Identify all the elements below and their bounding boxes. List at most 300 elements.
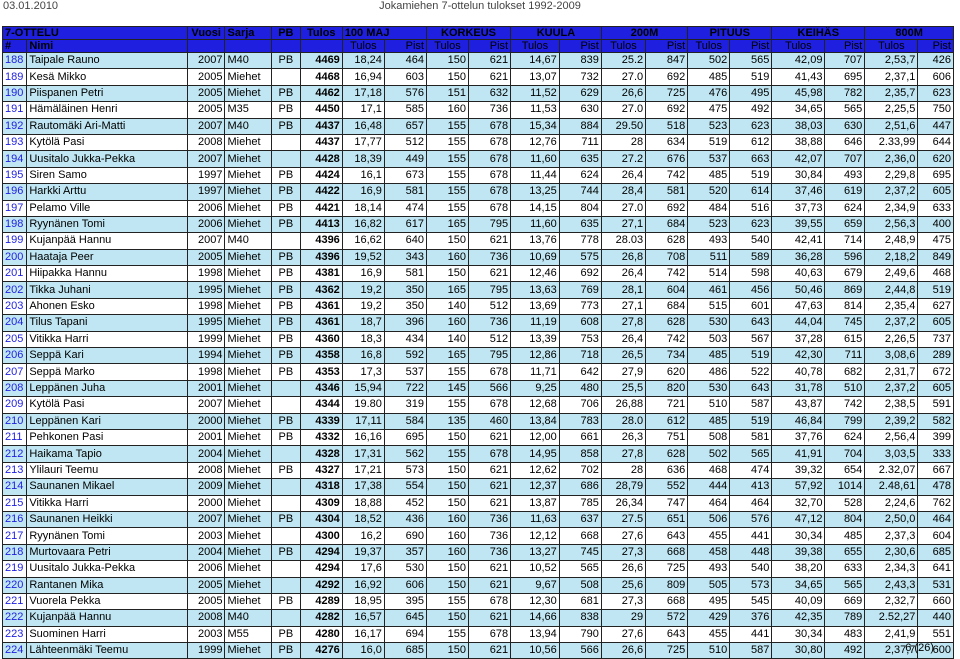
cell-maj-result: 18,88: [342, 495, 384, 511]
cell-m800-points: 468: [918, 266, 954, 282]
cell-keihas-points: 646: [825, 134, 865, 150]
cell-m200-result: 27,1: [601, 298, 645, 314]
cell-m200-points: 643: [646, 528, 688, 544]
cell-rank: 216: [3, 511, 27, 527]
cell-pituus-result: 523: [688, 216, 730, 232]
cell-korkeus-points: 678: [469, 446, 511, 462]
cell-m800-result: 2.32,07: [865, 462, 918, 478]
cell-pituus-points: 567: [730, 331, 772, 347]
cell-m200-points: 684: [646, 216, 688, 232]
cell-korkeus-result: 151: [426, 85, 468, 101]
header-sub-tulos: Tulos: [688, 40, 730, 53]
cell-pituus-points: 519: [730, 167, 772, 183]
cell-kuula-points: 785: [559, 495, 601, 511]
cell-kuula-points: 629: [559, 85, 601, 101]
cell-keihas-points: 804: [825, 511, 865, 527]
cell-korkeus-result: 150: [426, 53, 468, 69]
cell-m800-result: 2.52,27: [865, 610, 918, 626]
cell-m200-result: 28.0: [601, 413, 645, 429]
cell-pituus-result: 520: [688, 184, 730, 200]
cell-name: Harkki Arttu: [27, 184, 188, 200]
cell-m800-points: 644: [918, 134, 954, 150]
cell-kuula-result: 13,25: [511, 184, 560, 200]
cell-rank: 220: [3, 577, 27, 593]
cell-maj-result: 16,8: [342, 348, 384, 364]
cell-m200-points: 634: [646, 134, 688, 150]
cell-keihas-points: 714: [825, 233, 865, 249]
cell-year: 2003: [187, 528, 225, 544]
cell-keihas-points: 814: [825, 298, 865, 314]
cell-maj-points: 395: [384, 593, 426, 609]
cell-total: 4276: [300, 643, 342, 659]
cell-pb: [271, 577, 300, 593]
cell-m800-points: 605: [918, 184, 954, 200]
cell-m800-points: 685: [918, 544, 954, 560]
cell-pb: [271, 69, 300, 85]
header-row-columns: [3, 40, 954, 53]
cell-korkeus-result: 165: [426, 348, 468, 364]
cell-m200-points: 725: [646, 85, 688, 101]
cell-total: 4353: [300, 364, 342, 380]
cell-kuula-result: 11,19: [511, 315, 560, 331]
cell-maj-points: 640: [384, 233, 426, 249]
cell-pituus-points: 448: [730, 544, 772, 560]
cell-keihas-result: 45,98: [772, 85, 825, 101]
cell-kuula-points: 778: [559, 233, 601, 249]
header-event-800m: 800M: [865, 27, 954, 40]
cell-korkeus-result: 150: [426, 495, 468, 511]
cell-pb: PB: [271, 184, 300, 200]
cell-m200-result: 26,4: [601, 266, 645, 282]
cell-m800-points: 464: [918, 511, 954, 527]
cell-keihas-points: 745: [825, 315, 865, 331]
cell-keihas-result: 43,87: [772, 397, 825, 413]
cell-keihas-result: 57,92: [772, 479, 825, 495]
cell-m800-result: 2,32,7: [865, 593, 918, 609]
cell-year: 1995: [187, 282, 225, 298]
cell-pituus-result: 461: [688, 282, 730, 298]
cell-maj-result: 18,3: [342, 331, 384, 347]
cell-name: Rantanen Mika: [27, 577, 188, 593]
cell-pb: PB: [271, 85, 300, 101]
cell-m200-result: 26,4: [601, 167, 645, 183]
cell-m200-result: 27.0: [601, 200, 645, 216]
cell-m200-result: 26,34: [601, 495, 645, 511]
cell-pituus-result: 519: [688, 134, 730, 150]
cell-korkeus-points: 795: [469, 348, 511, 364]
cell-keihas-result: 37,73: [772, 200, 825, 216]
cell-rank: 192: [3, 118, 27, 134]
cell-series: M55: [225, 626, 271, 642]
cell-keihas-result: 30,34: [772, 528, 825, 544]
cell-maj-points: 603: [384, 69, 426, 85]
cell-total: 4280: [300, 626, 342, 642]
cell-pituus-points: 601: [730, 298, 772, 314]
cell-m800-points: 582: [918, 413, 954, 429]
cell-korkeus-points: 512: [469, 298, 511, 314]
cell-m200-result: 28,4: [601, 184, 645, 200]
cell-total: 4381: [300, 266, 342, 282]
header-event-korkeus: KORKEUS: [426, 27, 510, 40]
cell-m200-points: 742: [646, 167, 688, 183]
cell-kuula-result: 11,60: [511, 151, 560, 167]
cell-pituus-points: 598: [730, 266, 772, 282]
cell-maj-points: 573: [384, 462, 426, 478]
cell-pb: [271, 495, 300, 511]
cell-m800-result: 2,39,2: [865, 413, 918, 429]
header-sub-pist: Pist: [730, 40, 772, 53]
cell-kuula-result: 12,68: [511, 397, 560, 413]
cell-name: Kytölä Pasi: [27, 397, 188, 413]
cell-keihas-points: 633: [825, 561, 865, 577]
cell-m800-points: 606: [918, 69, 954, 85]
cell-series: Miehet: [225, 643, 271, 659]
cell-kuula-points: 637: [559, 511, 601, 527]
cell-series: Miehet: [225, 397, 271, 413]
table-row: [3, 233, 954, 249]
cell-keihas-points: 655: [825, 544, 865, 560]
table-row: [3, 610, 954, 626]
cell-keihas-result: 47,63: [772, 298, 825, 314]
cell-pb: PB: [271, 298, 300, 314]
cell-kuula-result: 11,63: [511, 511, 560, 527]
table-row: [3, 593, 954, 609]
cell-korkeus-points: 678: [469, 184, 511, 200]
cell-kuula-points: 744: [559, 184, 601, 200]
cell-m200-result: 25,6: [601, 577, 645, 593]
cell-maj-result: 16,2: [342, 528, 384, 544]
cell-maj-result: 16,17: [342, 626, 384, 642]
cell-year: 2005: [187, 249, 225, 265]
cell-keihas-points: 695: [825, 69, 865, 85]
cell-m200-result: 27.2: [601, 151, 645, 167]
cell-kuula-points: 753: [559, 331, 601, 347]
cell-keihas-result: 34,65: [772, 577, 825, 593]
cell-maj-points: 350: [384, 282, 426, 298]
cell-series: Miehet: [225, 511, 271, 527]
cell-kuula-result: 11,52: [511, 85, 560, 101]
cell-pituus-result: 485: [688, 348, 730, 364]
cell-rank: 222: [3, 610, 27, 626]
cell-keihas-result: 42,07: [772, 151, 825, 167]
cell-series: M40: [225, 53, 271, 69]
cell-m800-result: 2,37,2: [865, 184, 918, 200]
cell-series: Miehet: [225, 495, 271, 511]
cell-keihas-result: 38,03: [772, 118, 825, 134]
cell-kuula-result: 12,86: [511, 348, 560, 364]
cell-rank: 208: [3, 380, 27, 396]
cell-total: 4396: [300, 249, 342, 265]
cell-series: Miehet: [225, 462, 271, 478]
cell-korkeus-points: 736: [469, 544, 511, 560]
table-row: [3, 462, 954, 478]
cell-maj-result: 16,57: [342, 610, 384, 626]
print-date: 03.01.2010: [3, 0, 59, 12]
cell-name: Taipale Rauno: [27, 53, 188, 69]
cell-m800-result: 2.33,99: [865, 134, 918, 150]
cell-year: 2006: [187, 561, 225, 577]
cell-pb: PB: [271, 167, 300, 183]
cell-pituus-points: 519: [730, 413, 772, 429]
cell-m200-points: 684: [646, 298, 688, 314]
table-row: [3, 315, 954, 331]
cell-total: 4292: [300, 577, 342, 593]
cell-series: Miehet: [225, 429, 271, 445]
cell-maj-points: 657: [384, 118, 426, 134]
cell-korkeus-result: 160: [426, 544, 468, 560]
cell-korkeus-points: 678: [469, 118, 511, 134]
cell-korkeus-result: 140: [426, 331, 468, 347]
cell-pb: PB: [271, 413, 300, 429]
table-row: [3, 561, 954, 577]
cell-series: M40: [225, 118, 271, 134]
cell-maj-points: 512: [384, 134, 426, 150]
cell-pituus-result: 458: [688, 544, 730, 560]
cell-year: 2005: [187, 593, 225, 609]
cell-maj-points: 695: [384, 429, 426, 445]
cell-korkeus-result: 150: [426, 479, 468, 495]
cell-name: Rautomäki Ari-Matti: [27, 118, 188, 134]
cell-korkeus-points: 566: [469, 380, 511, 396]
cell-year: 2006: [187, 200, 225, 216]
cell-name: Murtovaara Petri: [27, 544, 188, 560]
cell-kuula-result: 15,34: [511, 118, 560, 134]
cell-m200-result: 27,3: [601, 544, 645, 560]
cell-maj-result: 17,18: [342, 85, 384, 101]
cell-korkeus-points: 512: [469, 331, 511, 347]
cell-m200-result: 28: [601, 134, 645, 150]
cell-pb: [271, 233, 300, 249]
cell-rank: 214: [3, 479, 27, 495]
cell-rank: 203: [3, 298, 27, 314]
cell-total: 4422: [300, 184, 342, 200]
header-sub-pist: Pist: [384, 40, 426, 53]
cell-maj-points: 452: [384, 495, 426, 511]
cell-total: 4437: [300, 134, 342, 150]
table-row: [3, 397, 954, 413]
cell-year: 1998: [187, 266, 225, 282]
cell-year: 2005: [187, 69, 225, 85]
header-sub-pist: Pist: [469, 40, 511, 53]
cell-m800-result: 2,29,8: [865, 167, 918, 183]
header-sub-pist: Pist: [825, 40, 865, 53]
cell-m800-result: 3,08,6: [865, 348, 918, 364]
cell-name: Leppänen Juha: [27, 380, 188, 396]
cell-korkeus-result: 155: [426, 446, 468, 462]
cell-pituus-points: 623: [730, 118, 772, 134]
cell-maj-points: 694: [384, 626, 426, 642]
cell-m200-points: 742: [646, 331, 688, 347]
cell-m200-points: 668: [646, 593, 688, 609]
cell-name: Ryynänen Tomi: [27, 528, 188, 544]
cell-kuula-points: 884: [559, 118, 601, 134]
table-row: [3, 118, 954, 134]
cell-keihas-result: 39,38: [772, 544, 825, 560]
cell-korkeus-points: 621: [469, 69, 511, 85]
cell-m200-points: 643: [646, 626, 688, 642]
header-sub-pist: Pist: [918, 40, 954, 53]
cell-keihas-points: 659: [825, 216, 865, 232]
cell-maj-points: 396: [384, 315, 426, 331]
header-event-keihas: KEIHÄS: [772, 27, 865, 40]
cell-kuula-points: 681: [559, 593, 601, 609]
cell-m800-result: 2,41,9: [865, 626, 918, 642]
cell-m200-result: 26,4: [601, 331, 645, 347]
cell-pb: PB: [271, 643, 300, 659]
cell-name: Uusitalo Jukka-Pekka: [27, 151, 188, 167]
cell-pb: PB: [271, 200, 300, 216]
cell-maj-result: 19,52: [342, 249, 384, 265]
cell-pb: PB: [271, 331, 300, 347]
cell-keihas-points: 510: [825, 380, 865, 396]
cell-m200-result: 25,5: [601, 380, 645, 396]
cell-m800-result: 2,36,0: [865, 151, 918, 167]
cell-maj-result: 17,31: [342, 446, 384, 462]
cell-total: 4289: [300, 593, 342, 609]
cell-keihas-points: 682: [825, 364, 865, 380]
cell-pb: PB: [271, 429, 300, 445]
cell-m800-result: 2,26,5: [865, 331, 918, 347]
cell-keihas-result: 47,12: [772, 511, 825, 527]
cell-keihas-points: 704: [825, 446, 865, 462]
cell-pb: [271, 134, 300, 150]
cell-name: Haataja Peer: [27, 249, 188, 265]
cell-m200-result: 27,3: [601, 593, 645, 609]
cell-maj-result: 15,94: [342, 380, 384, 396]
cell-pituus-result: 537: [688, 151, 730, 167]
cell-kuula-result: 10,52: [511, 561, 560, 577]
cell-m200-result: 27,9: [601, 364, 645, 380]
cell-m800-result: 2,30,6: [865, 544, 918, 560]
cell-korkeus-points: 736: [469, 511, 511, 527]
cell-maj-points: 645: [384, 610, 426, 626]
cell-m200-points: 612: [646, 413, 688, 429]
cell-keihas-points: 742: [825, 397, 865, 413]
cell-kuula-result: 11,44: [511, 167, 560, 183]
cell-korkeus-points: 736: [469, 249, 511, 265]
cell-maj-points: 436: [384, 511, 426, 527]
cell-m200-points: 628: [646, 315, 688, 331]
cell-keihas-points: 565: [825, 102, 865, 118]
cell-series: Miehet: [225, 184, 271, 200]
cell-kuula-result: 14,15: [511, 200, 560, 216]
cell-total: 4360: [300, 331, 342, 347]
cell-korkeus-result: 135: [426, 413, 468, 429]
cell-keihas-result: 37,28: [772, 331, 825, 347]
cell-keihas-result: 38,20: [772, 561, 825, 577]
table-row: [3, 364, 954, 380]
cell-kuula-result: 12,00: [511, 429, 560, 445]
cell-kuula-points: 839: [559, 53, 601, 69]
cell-maj-result: 18,24: [342, 53, 384, 69]
cell-rank: 209: [3, 397, 27, 413]
cell-m200-points: 572: [646, 610, 688, 626]
cell-korkeus-points: 621: [469, 479, 511, 495]
table-row: [3, 69, 954, 85]
cell-keihas-result: 39,32: [772, 462, 825, 478]
cell-kuula-result: 13,94: [511, 626, 560, 642]
cell-name: Seppä Kari: [27, 348, 188, 364]
cell-keihas-points: 483: [825, 626, 865, 642]
cell-maj-result: 19,2: [342, 298, 384, 314]
cell-name: Kytölä Pasi: [27, 134, 188, 150]
cell-year: 2004: [187, 544, 225, 560]
cell-rank: 215: [3, 495, 27, 511]
cell-series: Miehet: [225, 249, 271, 265]
cell-m800-points: 333: [918, 446, 954, 462]
cell-pb: [271, 528, 300, 544]
cell-pituus-result: 530: [688, 315, 730, 331]
cell-rank: 207: [3, 364, 27, 380]
cell-m800-points: 620: [918, 151, 954, 167]
cell-year: 1997: [187, 184, 225, 200]
cell-pb: [271, 479, 300, 495]
cell-total: 4421: [300, 200, 342, 216]
cell-m800-result: 2,24,6: [865, 495, 918, 511]
cell-kuula-result: 10,56: [511, 643, 560, 659]
cell-kuula-points: 642: [559, 364, 601, 380]
table-row: [3, 200, 954, 216]
cell-maj-points: 722: [384, 380, 426, 396]
cell-series: Miehet: [225, 577, 271, 593]
cell-year: 2000: [187, 413, 225, 429]
cell-korkeus-result: 150: [426, 429, 468, 445]
cell-maj-points: 474: [384, 200, 426, 216]
cell-korkeus-result: 140: [426, 298, 468, 314]
cell-maj-result: 16,92: [342, 577, 384, 593]
cell-name: Ahonen Esko: [27, 298, 188, 314]
cell-rank: 210: [3, 413, 27, 429]
cell-pb: [271, 446, 300, 462]
cell-kuula-result: 9,67: [511, 577, 560, 593]
cell-pituus-result: 510: [688, 397, 730, 413]
cell-kuula-result: 12,30: [511, 593, 560, 609]
cell-maj-points: 434: [384, 331, 426, 347]
cell-m800-result: 2,37,1: [865, 69, 918, 85]
cell-kuula-result: 14,95: [511, 446, 560, 462]
cell-maj-points: 319: [384, 397, 426, 413]
cell-m800-points: 672: [918, 364, 954, 380]
cell-keihas-points: 485: [825, 528, 865, 544]
header-event-pituus: PITUUS: [688, 27, 772, 40]
cell-m200-points: 809: [646, 577, 688, 593]
cell-name: Kujanpää Hannu: [27, 610, 188, 626]
cell-name: Ylilauri Teemu: [27, 462, 188, 478]
cell-korkeus-result: 155: [426, 118, 468, 134]
cell-m200-result: 27.5: [601, 511, 645, 527]
cell-maj-points: 562: [384, 446, 426, 462]
cell-name: Suominen Harri: [27, 626, 188, 642]
cell-maj-result: 17,6: [342, 561, 384, 577]
cell-m800-points: 660: [918, 593, 954, 609]
cell-name: Hämäläinen Henri: [27, 102, 188, 118]
header-hash: #: [3, 40, 27, 53]
cell-korkeus-result: 155: [426, 151, 468, 167]
cell-rank: 219: [3, 561, 27, 577]
cell-keihas-result: 32,70: [772, 495, 825, 511]
cell-pituus-points: 441: [730, 528, 772, 544]
cell-korkeus-result: 150: [426, 69, 468, 85]
cell-korkeus-result: 155: [426, 167, 468, 183]
cell-kuula-result: 14,66: [511, 610, 560, 626]
cell-keihas-result: 41,91: [772, 446, 825, 462]
cell-series: Miehet: [225, 446, 271, 462]
header-sarja: Sarja: [225, 27, 271, 40]
cell-year: 1998: [187, 298, 225, 314]
cell-year: 2007: [187, 118, 225, 134]
cell-m200-result: 26,6: [601, 643, 645, 659]
cell-pituus-result: 485: [688, 167, 730, 183]
